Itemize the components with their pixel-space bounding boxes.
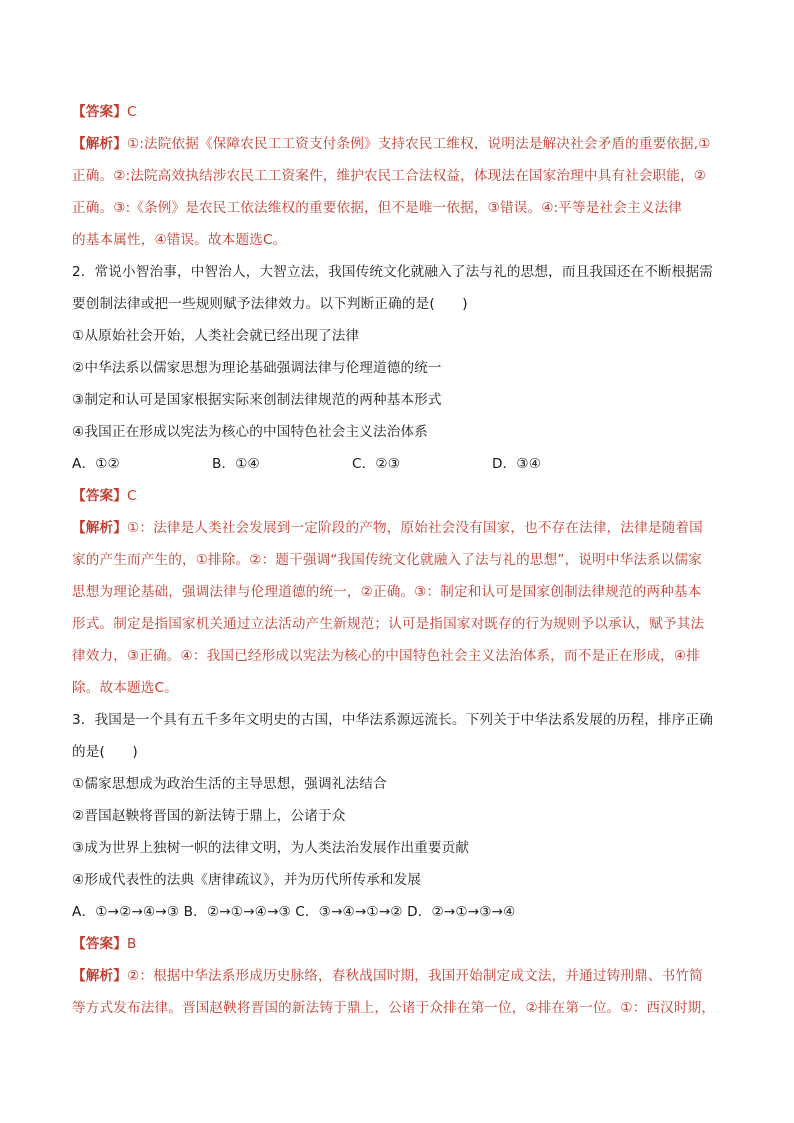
question-text-line: A．①→②→④→③ B．②→①→④→③ C．③→④→①→② D．②→①→③→④ xyxy=(72,904,516,920)
answer-line xyxy=(72,480,732,512)
answer-value: B xyxy=(126,936,137,952)
analysis-text: ②：根据中华法系形成历史脉络，春秋战国时期，我国开始制定成文法，并通过铸刑鼎、书竹简 xyxy=(126,968,703,984)
analysis-text: ①:法院依据《保障农民工工资支付条例》支持农民工维权，说明法是解决社会矛盾的重要依据,① xyxy=(126,136,711,152)
question-text-line: ②中华法系以儒家思想为理论基础强调法律与伦理道德的统一 xyxy=(72,360,442,376)
question-text-line: 要创制法律或把一些规则赋予法律效力。以下判断正确的是( ) xyxy=(72,296,468,312)
analysis-text-line: 律效力，③正确。④：我国已经形成以宪法为核心的中国特色社会主义法治体系，而不是正在形成，④排 xyxy=(72,648,700,664)
analysis-tag: 【解析】 xyxy=(72,968,127,984)
question-text-line: ④形成代表性的法典《唐律疏议》，并为历代所传承和发展 xyxy=(72,872,422,888)
analysis-text-line: 等方式发布法律。晋国赵鞅将晋国的新法铸于鼎上，公诸于众排在第一位，②排在第一位。①：西汉时期， xyxy=(72,1000,716,1016)
analysis-tag: 【解析】 xyxy=(72,520,127,536)
analysis-text-line: 除。故本题选C。 xyxy=(72,680,178,696)
question-text-line: 的是( ) xyxy=(72,744,138,760)
question-text-line: ④我国正在形成以宪法为核心的中国特色社会主义法治体系 xyxy=(72,424,428,440)
analysis-text-line: 正确。②:法院高效执结涉农民工工资案件，维护农民工合法权益，体现法在国家治理中具有社会职能，② xyxy=(72,168,707,184)
option-b: B．①④ xyxy=(212,456,260,472)
question-text-line: ②晋国赵鞅将晋国的新法铸于鼎上，公诸于众 xyxy=(72,808,346,824)
analysis-text-line: 的基本属性，④错误。故本题选C。 xyxy=(72,232,287,248)
option-row xyxy=(72,448,732,480)
question-text-line: ③制定和认可是国家根据实际来创制法律规范的两种基本形式 xyxy=(72,392,442,408)
option-a: A．①② xyxy=(72,456,120,472)
answer-line xyxy=(72,96,732,128)
answer-tag: 【答案】 xyxy=(72,936,127,952)
answer-tag: 【答案】 xyxy=(72,488,127,504)
answer-value: C xyxy=(126,488,137,504)
option-c: C．②③ xyxy=(352,456,401,472)
answer-tag: 【答案】 xyxy=(72,104,127,120)
question-text-line: 2．常说小智治事，中智治人，大智立法，我国传统文化就融入了法与礼的思想，而且我国还在不断根据需 xyxy=(72,264,714,280)
analysis-line xyxy=(72,512,732,544)
analysis-line xyxy=(72,960,732,992)
analysis-line xyxy=(72,128,732,160)
question-text-line: 3．我国是一个具有五千多年文明史的古国，中华法系源远流长。下列关于中华法系发展的历程，排序正确 xyxy=(72,712,714,728)
analysis-text-line: 正确。③:《条例》是农民工依法维权的重要依据，但不是唯一依据，③错误。④:平等是社会主义法律 xyxy=(72,200,682,216)
analysis-text-line: 家的产生而产生的，①排除。②：题干强调“我国传统文化就融入了法与礼的思想”，说明中华法系以儒家 xyxy=(72,552,703,568)
document-page xyxy=(72,96,732,1024)
question-text-line: ①从原始社会开始，人类社会就已经出现了法律 xyxy=(72,328,360,344)
analysis-text: ①：法律是人类社会发展到一定阶段的产物，原始社会没有国家，也不存在法律，法律是随着国 xyxy=(126,520,703,536)
analysis-text-line: 思想为理论基础，强调法律与伦理道德的统一，②正确。③：制定和认可是国家创制法律规范的两种基本 xyxy=(72,584,702,600)
analysis-text-line: 形式。制定是指国家机关通过立法活动产生新规范；认可是指国家对既存的行为规则予以承认，赋予其法 xyxy=(72,616,705,632)
answer-line xyxy=(72,928,732,960)
option-d: D．③④ xyxy=(492,456,542,472)
question-text-line: ①儒家思想成为政治生活的主导思想，强调礼法结合 xyxy=(72,776,387,792)
analysis-tag: 【解析】 xyxy=(72,136,127,152)
question-text-line: ③成为世界上独树一帜的法律文明，为人类法治发展作出重要贡献 xyxy=(72,840,470,856)
answer-value: C xyxy=(126,104,137,120)
